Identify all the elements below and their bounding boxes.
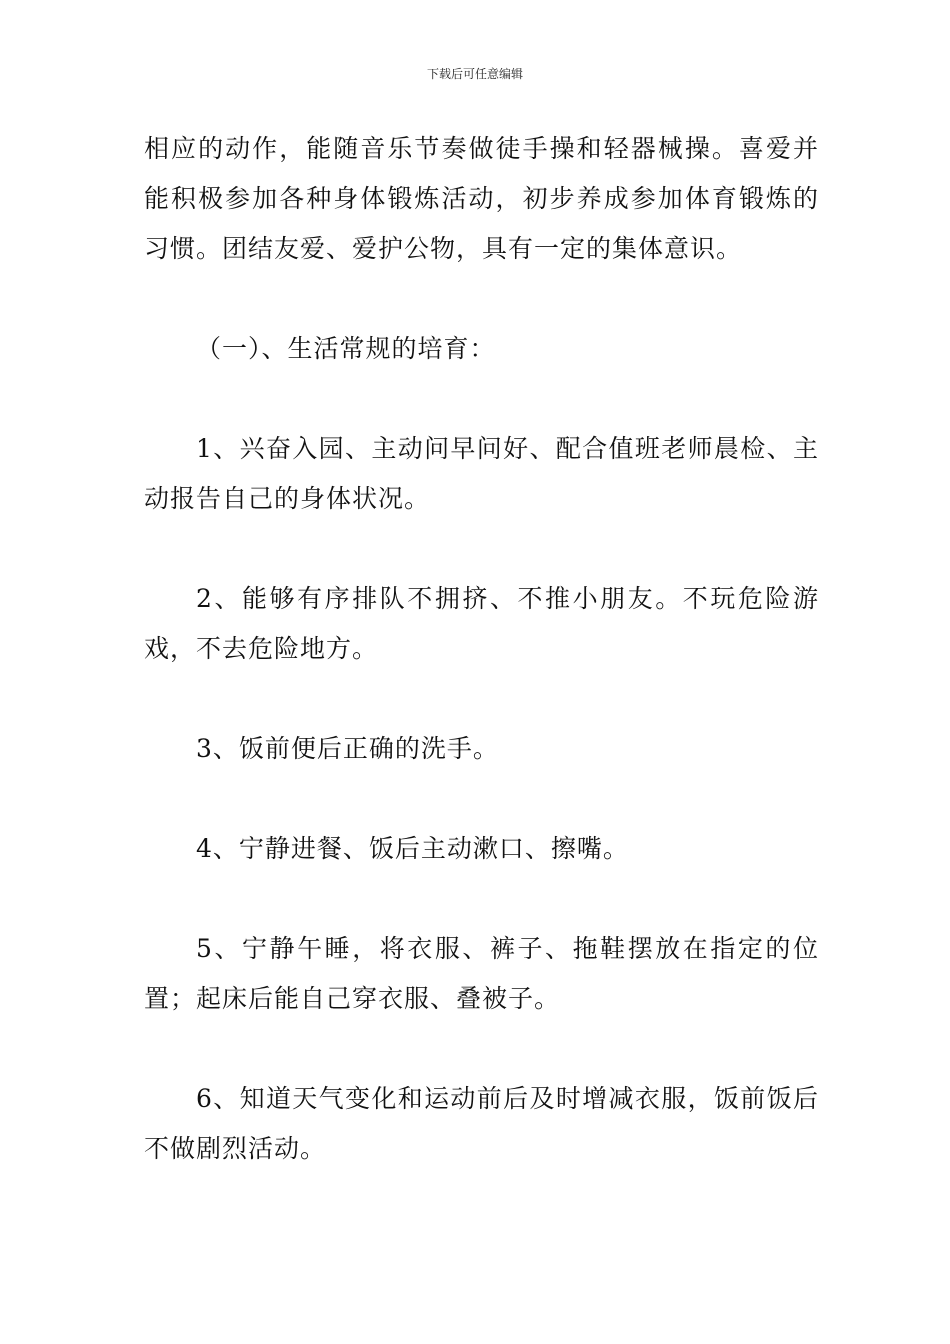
list-item-3: 3、饭前便后正确的洗手。 <box>196 734 499 763</box>
list-item-4: 4、宁静进餐、饭后主动漱口、擦嘴。 <box>196 834 629 863</box>
list-item-2: 2、能够有序排队不拥挤、不推小朋友。不玩危险游戏，不去危险地方。 <box>144 584 819 663</box>
list-item-6: 6、知道天气变化和运动前后及时增减衣服，饭前饭后不做剧烈活动。 <box>144 1084 819 1163</box>
section-heading: （一）、生活常规的培育： <box>196 334 496 363</box>
list-item-1: 1、兴奋入园、主动问早问好、配合值班老师晨检、主动报告自己的身体状况。 <box>144 434 819 513</box>
document-body <box>144 124 819 1174</box>
list-item-5: 5、宁静午睡，将衣服、裤子、拖鞋摆放在指定的位置；起床后能自己穿衣服、叠被子。 <box>144 934 819 1013</box>
page-header: 下载后可任意编辑 <box>426 67 523 81</box>
paragraph-continuation: 相应的动作，能随音乐节奏做徒手操和轻器械操。喜爱并能积极参加各种身体锻炼活动，初步养成参加体育锻炼的习惯。团结友爱、爱护公物，具有一定的集体意识。 <box>144 134 819 263</box>
